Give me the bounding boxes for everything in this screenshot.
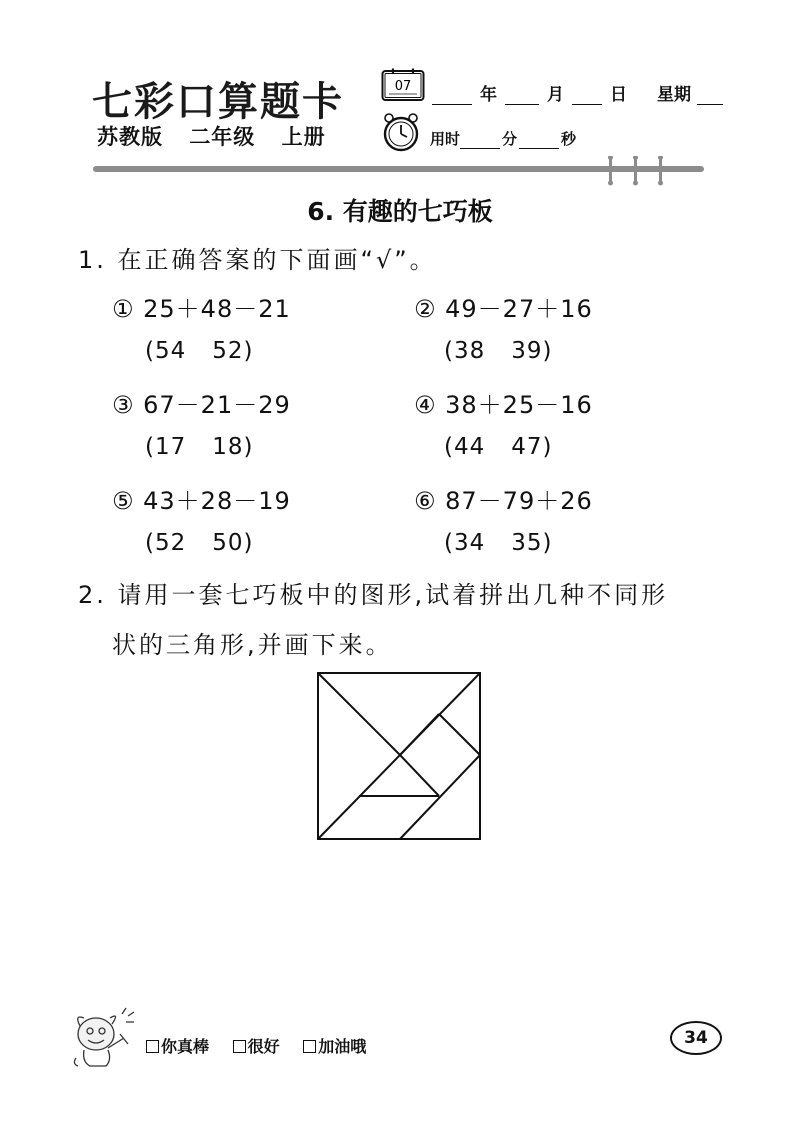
option[interactable]: 47 (511, 434, 543, 460)
checkbox[interactable] (303, 1040, 316, 1053)
rating-great-label: 你真棒 (161, 1037, 210, 1056)
rating-great[interactable] (146, 1037, 209, 1056)
option[interactable]: 17 (154, 434, 187, 460)
year-blank[interactable] (432, 87, 472, 105)
page-number: 34 (670, 1021, 722, 1055)
tangram-line (400, 755, 439, 796)
checkbox[interactable] (233, 1040, 246, 1053)
calendar-number: 07 (394, 79, 412, 94)
option[interactable]: 52 (154, 530, 187, 556)
clock-icon (381, 112, 421, 152)
option[interactable]: 34 (453, 530, 486, 556)
lesson-title: 6. 有趣的七巧板 (307, 197, 493, 226)
answer-options-2: (38 39) (444, 338, 553, 364)
expression-2: ② 49－27＋16 (414, 295, 593, 323)
date-fill-row (432, 80, 723, 105)
option[interactable]: 54 (154, 338, 187, 364)
rating-good[interactable] (233, 1037, 280, 1056)
option[interactable]: 52 (212, 338, 244, 364)
expression-5: ⑤ 43＋28－19 (112, 487, 291, 515)
seconds-blank[interactable] (519, 131, 559, 149)
option[interactable]: 50 (212, 530, 244, 556)
edition-info (97, 121, 344, 151)
option[interactable]: 44 (453, 434, 486, 460)
rating-keep-going-label: 加油哦 (318, 1037, 367, 1056)
tangram-line (439, 714, 480, 755)
time-fill-row (430, 128, 578, 149)
day-blank[interactable] (572, 87, 602, 105)
weekday-blank[interactable] (697, 87, 723, 105)
answer-options-1: (54 52) (145, 338, 254, 364)
answer-options-4: (44 47) (444, 434, 553, 460)
rule-pins (600, 156, 672, 186)
question-2-prompt-line2: 状的三角形,并画下来。 (112, 631, 393, 659)
answer-options-3: (17 18) (145, 434, 254, 460)
time-used-label: 用时 (430, 130, 461, 148)
answer-options-5: (52 50) (145, 530, 254, 556)
rating-good-label: 很好 (247, 1037, 280, 1056)
question-1-prompt: 1. 在正确答案的下面画“√”。 (78, 246, 437, 274)
expression-3: ③ 67－21－29 (112, 391, 291, 419)
month-label: 月 (547, 85, 564, 105)
calendar-icon (381, 68, 425, 102)
tangram-diagram (316, 671, 482, 841)
question-2-prompt-line1: 2. 请用一套七巧板中的图形,试着拼出几种不同形 (78, 581, 669, 609)
checkbox[interactable] (146, 1040, 159, 1053)
volume-label: 上册 (281, 125, 326, 149)
grade-label: 二年级 (189, 125, 256, 149)
expression-6: ⑥ 87－79＋26 (414, 487, 593, 515)
answer-options-6: (34 35) (444, 530, 553, 556)
brand-title: 七彩口算题卡 (92, 78, 344, 125)
option[interactable]: 39 (511, 338, 543, 364)
expression-4: ④ 38＋25－16 (414, 391, 593, 419)
minutes-label: 分 (502, 130, 518, 148)
minutes-blank[interactable] (460, 131, 500, 149)
day-label: 日 (610, 85, 627, 105)
weekday-label: 星期 (657, 85, 691, 105)
option[interactable]: 35 (511, 530, 543, 556)
seconds-label: 秒 (561, 130, 577, 148)
expression-1: ① 25＋48－21 (112, 295, 291, 323)
self-rating (146, 1034, 384, 1057)
month-blank[interactable] (505, 87, 539, 105)
mascot-illustration (68, 1004, 138, 1070)
tangram-line (400, 714, 439, 755)
year-label: 年 (480, 85, 497, 105)
tangram-line (318, 673, 400, 755)
rating-keep-going[interactable] (303, 1037, 366, 1056)
option[interactable]: 38 (453, 338, 486, 364)
publisher-label: 苏教版 (97, 125, 163, 149)
option[interactable]: 18 (212, 434, 244, 460)
